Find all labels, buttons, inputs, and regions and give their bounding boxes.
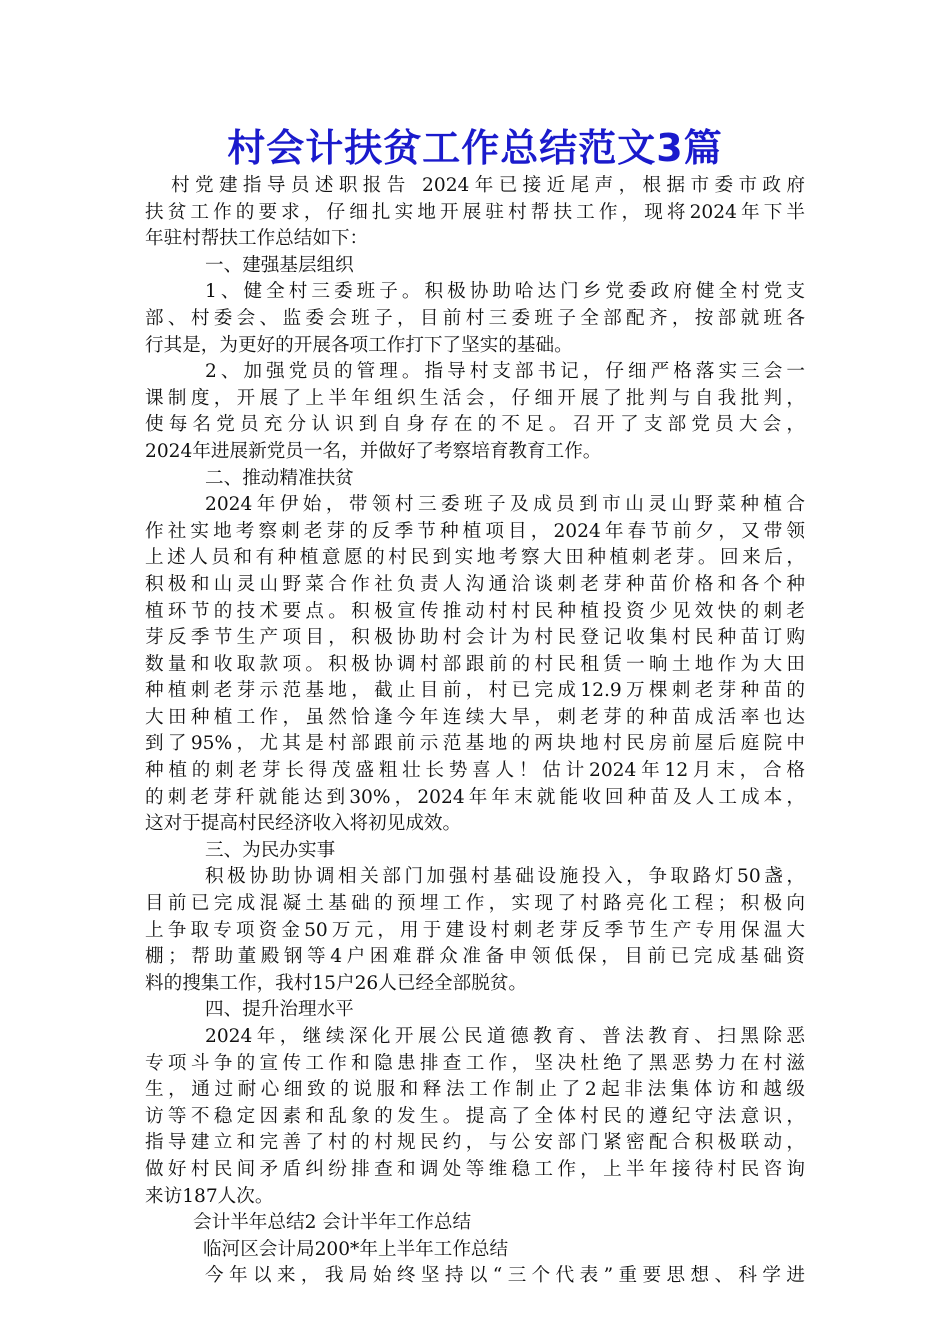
body-line: 三、为民办实事 xyxy=(205,839,336,861)
body-line: 大田种植工作，虽然恰逢今年连续大旱，刺老芽的种苗成活率也达 xyxy=(145,706,805,728)
body-line: 2024年，继续深化开展公民道德教育、普法教育、扫黑除恶 xyxy=(205,1026,805,1047)
body-line: 的刺老芽秆就能达到30%，2024年年末就能收回种苗及人工成本， xyxy=(145,786,805,808)
body-line: 访等不稳定因素和乱象的发生。提高了全体村民的遵纪守法意识， xyxy=(145,1105,805,1127)
body-line: 积极协助协调相关部门加强村基础设施投入，争取路灯50盏， xyxy=(205,866,805,888)
body-line: 二、推动精准扶贫 xyxy=(205,467,354,489)
body-line: 棚；帮助董殿钢等4户困难群众准备申领低保，目前已完成基础资 xyxy=(145,946,805,968)
body-line: 这对于提高村民经济收入将初见成效。 xyxy=(145,813,462,835)
body-line: 数量和收取款项。积极协调村部跟前的村民租赁一晌土地作为大田 xyxy=(145,653,805,675)
body-line: 行其是，为更好的开展各项工作打下了坚实的基础。 xyxy=(145,334,573,356)
body-line: 会计半年总结2 会计半年工作总结 xyxy=(193,1212,472,1234)
body-line: 2024年伊始，带领村三委班子及成员到市山灵山野菜种植合 xyxy=(205,494,805,516)
body-line: 料的搜集工作，我村15户26人已经全部脱贫。 xyxy=(145,972,528,994)
body-line: 今年以来，我局始终坚持以“三个代表”重要思想、科学进 xyxy=(205,1265,805,1287)
body-line: 植环节的技术要点。积极宣传推动村村民种植投资少见效快的刺老 xyxy=(145,600,805,622)
body-line: 村党建指导员述职报告 2024年已接近尾声，根据市委市政府 xyxy=(171,175,805,196)
document-title: 村会计扶贫工作总结范文3篇 xyxy=(227,126,723,170)
body-line: 作社实地考察刺老芽的反季节种植项目，2024年春节前夕，又带领 xyxy=(145,520,805,542)
body-line: 2、加强党员的管理。指导村支部书记，仔细严格落实三会一 xyxy=(205,361,805,383)
body-line: 目前已完成混凝土基础的预埋工作，实现了村路亮化工程；积极向 xyxy=(145,893,805,915)
body-line: 2024年进展新党员一名，并做好了考察培育教育工作。 xyxy=(145,440,602,462)
body-line: 专项斗争的宣传工作和隐患排查工作，坚决杜绝了黑恶势力在村滋 xyxy=(145,1052,805,1074)
body-line: 课制度，开展了上半年组织生活会，仔细开展了批判与自我批判， xyxy=(145,387,805,409)
body-line: 临河区会计局200*年上半年工作总结 xyxy=(203,1238,509,1260)
body-line: 使每名党员充分认识到自身存在的不足。召开了支部党员大会， xyxy=(145,414,805,436)
body-line: 到了95%，尤其是村部跟前示范基地的两块地村民房前屋后庭院中 xyxy=(145,733,805,755)
body-line: 来访187人次。 xyxy=(145,1185,274,1207)
body-line: 做好村民间矛盾纠纷排查和调处等维稳工作，上半年接待村民咨询 xyxy=(145,1158,805,1180)
body-line: 种植刺老芽示范基地，截止目前，村已完成12.9万棵刺老芽种苗的 xyxy=(145,680,805,702)
body-line: 积极和山灵山野菜合作社负责人沟通洽谈刺老芽种苗价格和各个种 xyxy=(145,573,805,595)
body-line: 上述人员和有种植意愿的村民到实地考察大田种植刺老芽。回来后， xyxy=(145,547,805,569)
body-line: 指导建立和完善了村的村规民约，与公安部门紧密配合积极联动， xyxy=(145,1132,805,1154)
body-line: 上争取专项资金50万元，用于建设村刺老芽反季节生产专用保温大 xyxy=(145,919,805,941)
body-line: 一、建强基层组织 xyxy=(205,254,354,276)
body-line: 四、提升治理水平 xyxy=(205,999,354,1021)
body-line: 种植的刺老芽长得茂盛粗壮长势喜人！估计2024年12月末，合格 xyxy=(145,760,805,782)
document-body xyxy=(145,173,805,1290)
body-line: 扶贫工作的要求，仔细扎实地开展驻村帮扶工作，现将2024年下半 xyxy=(145,201,805,223)
body-line: 1、健全村三委班子。积极协助哈达门乡党委政府健全村党支 xyxy=(205,281,805,303)
body-line: 年驻村帮扶工作总结如下： xyxy=(145,228,369,250)
body-line: 部、村委会、监委会班子，目前村三委班子全部配齐，按部就班各 xyxy=(145,307,805,329)
body-line: 芽反季节生产项目，积极协助村会计为村民登记收集村民种苗订购 xyxy=(145,627,805,649)
body-line: 生，通过耐心细致的说服和释法工作制止了2起非法集体访和越级 xyxy=(145,1079,805,1101)
